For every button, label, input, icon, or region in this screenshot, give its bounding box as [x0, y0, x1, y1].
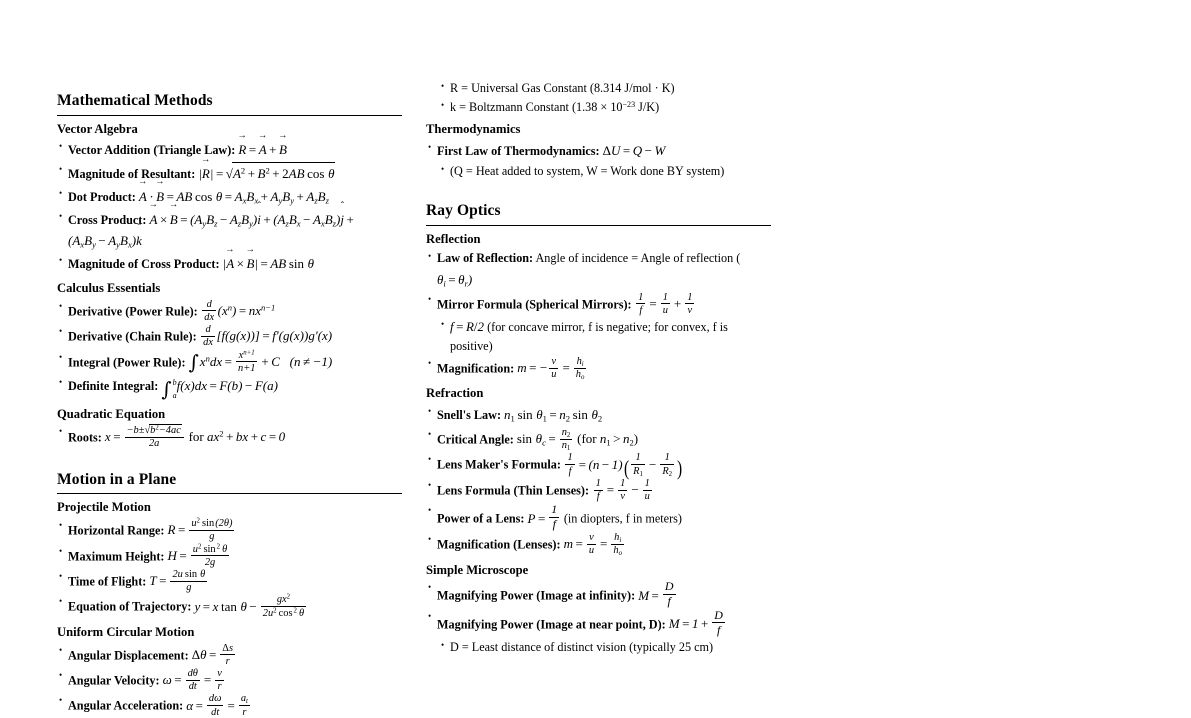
item-label: Magnification (Lenses): [437, 537, 561, 552]
item-label: Dot Product: [68, 189, 136, 204]
list-item-first-law [426, 139, 771, 161]
note-text: D = Least distance of distinct vision (typically 25 cm) [450, 639, 714, 654]
list-item-magnifying-power-near-point [426, 608, 771, 636]
list-item-angular-acceleration [57, 693, 402, 718]
list-item-magnitude-of-resultant [57, 162, 402, 185]
subsection-heading-uniform-circular-motion: Uniform Circular Motion [57, 624, 195, 639]
subsection-heading-refraction: Refraction [426, 386, 484, 401]
right-column [426, 78, 771, 654]
list-item-lens-formula [426, 477, 771, 502]
power-note: (in diopters, f in meters) [560, 511, 682, 526]
formula-integral-power-rule: $\int x^ndx$ = $\frac{x^{n+1}}{n+1}$ + C (n ≠ −1) [188, 349, 333, 374]
two-column-layout [57, 78, 1137, 718]
list-reflection [426, 249, 771, 317]
section-heading-ray-optics: Ray Optics [426, 202, 771, 226]
item-label: Magnifying Power (Image at near point, D): [437, 617, 666, 632]
list-item-magnification-lenses [426, 532, 771, 557]
list-item-focal-length-note [439, 317, 771, 355]
item-label: Roots: [68, 430, 102, 445]
item-label: Angular Acceleration: [68, 698, 184, 713]
item-label: Law of Reflection: [437, 251, 534, 266]
item-plain-text: Angle of incidence = Angle of reflection ( [535, 251, 741, 266]
list-thermodynamics-notes [439, 162, 771, 181]
item-label: Magnitude of Cross Product: [68, 257, 220, 272]
list-item-power-of-lens [426, 503, 771, 531]
list-item-magnifying-power-infinity [426, 580, 771, 608]
formula-critical-angle: $\sin \theta_c$ = $\frac{n_2}{n_1}$ (for $n_1 > n_2$) [516, 426, 639, 452]
list-item-law-of-reflection [426, 249, 771, 291]
item-label: First Law of Thermodynamics: [437, 143, 600, 158]
item-label: Horizontal Range: [68, 523, 165, 538]
list-item-mirror-formula [426, 291, 771, 316]
formula-quadratic-roots: x = $\frac{-b\pm√b^2-4ac}{2a}$ for $ax^2$ + bx + c = 0 [104, 424, 286, 450]
list-item-derivative-power-rule [57, 298, 402, 323]
formula-magnification-mirror: m = − $\frac{v}{u}$ = $\frac{h_i}{h_o}$ [517, 355, 585, 382]
list-vector-algebra [57, 139, 402, 275]
list-refraction [426, 404, 771, 557]
item-label: Critical Angle: [437, 432, 514, 447]
list-item-equation-of-trajectory [57, 594, 402, 619]
list-constants-continued [439, 78, 771, 116]
list-item-magnification-mirror [426, 355, 771, 380]
list-thermodynamics [426, 139, 771, 161]
list-quadratic-equation [57, 424, 402, 450]
item-label: Definite Integral: [68, 379, 159, 394]
note-text: (Q = Heat added to system, W = Work done BY system) [450, 164, 725, 179]
formula-lens-makers: $\frac{1}{f}$ = (n − 1)( $\frac{1}{R_1}$ − $\frac{1}{R_2}$ ) [567, 452, 682, 480]
formula-magnitude-of-resultant: |R →| = $√A^2 + B^2 + 2AB$ cos θ [198, 166, 335, 181]
subsection-heading-projectile-motion: Projectile Motion [57, 500, 151, 515]
subsection-heading-reflection: Reflection [426, 231, 481, 246]
item-label: Magnitude of Resultant: [68, 167, 196, 182]
list-item-universal-gas-constant [439, 78, 771, 97]
formula-angular-acceleration: α = $\frac{d\omega}{dt}$ = $\frac{a_t}{r}$ [186, 693, 248, 718]
item-label: Lens Formula (Thin Lenses): [437, 483, 590, 498]
formula-horizontal-range: R = $\frac{u^2 \sin(2\theta)}{g}$ [167, 517, 233, 543]
formula-definite-integral: ∫ b a f(x)dx = F(b) − F(a) [161, 378, 278, 401]
subsection-heading-calculus-essentials: Calculus Essentials [57, 281, 161, 296]
list-item-dot-product [57, 185, 402, 207]
list-item-least-distance-note [439, 637, 771, 656]
subsection-heading-thermodynamics: Thermodynamics [426, 122, 521, 137]
formula-maximum-height: H = $\frac{u^2 \sin^2 \theta}{2g}$ [167, 543, 228, 568]
constant-text-boltzmann: k = Boltzmann Constant ($1.38 \times 10^{-23}$ J/K) [450, 99, 660, 114]
list-item-derivative-chain-rule [57, 324, 402, 349]
list-item-roots [57, 424, 402, 450]
list-item-vector-addition [57, 139, 402, 161]
note-text: (for concave mirror, f is negative; for convex, f is positive) [450, 320, 728, 353]
list-reflection-notes [439, 317, 771, 355]
formula-lens: $\frac{1}{f}$ = $\frac{1}{v}$ − $\frac{1}{u}$ [595, 477, 650, 502]
constant-text-gas: R = Universal Gas Constant (8.314 J/mol · K) [450, 80, 675, 95]
item-label: Snell's Law: [437, 408, 501, 423]
item-label: Equation of Trajectory: [68, 599, 192, 614]
formula-angular-velocity: ω = $\frac{d\theta}{dt}$ = $\frac{v}{r}$ [162, 668, 222, 693]
item-label: Derivative (Power Rule): [68, 303, 198, 318]
formula-magnifying-power-infinity: M = $\frac{D}{f}$ [638, 579, 674, 609]
item-label: Angular Displacement: [68, 647, 189, 662]
item-label: Time of Flight: [68, 574, 147, 589]
formula-cross-product: A → × B → = $(A_yB_z - A_zB_y)i$ ˆ + $(A_zB_x - A_xB_z)j$ ˆ $+(A_xB_y - A_yB_x)k$ ˆ [68, 212, 356, 249]
formula-time-of-flight: T = $\frac{\text{2u sin θ}}{g}$ [149, 569, 206, 594]
item-label: Magnification: [437, 361, 515, 376]
section-heading-motion-in-a-plane: Motion in a Plane [57, 471, 402, 495]
item-label: Mirror Formula (Spherical Mirrors): [437, 296, 632, 311]
formula-snells-law: $n_1$ $\sin \theta_1 = n_2$ $\sin \theta_2$ [504, 407, 603, 424]
formula-law-of-reflection: $\theta_i = \theta_r$) [437, 271, 473, 289]
formula-derivative-power-rule: $\frac{d}{dx}$ $(x^n) = nx^{n-1}$ [204, 298, 276, 323]
list-item-critical-angle [426, 426, 771, 451]
list-item-definite-integral [57, 375, 402, 401]
list-uniform-circular-motion [57, 642, 402, 718]
list-reflection-magnification [426, 355, 771, 380]
formula-first-law: ΔU = Q − W [602, 142, 666, 158]
formula-magnifying-power-near-point: M = 1 + $\frac{D}{f}$ [668, 607, 723, 637]
left-column [57, 78, 402, 718]
list-calculus-essentials [57, 298, 402, 400]
subsection-heading-quadratic-equation: Quadratic Equation [57, 406, 166, 421]
item-label: Vector Addition (Triangle Law): [68, 143, 236, 158]
formula-vector-addition: R → = A → + B → [238, 142, 287, 157]
formula-dot-product: A → · B → = AB $\cos \theta = A_xB_x + A_yB_y + A_zB_z$ [139, 189, 329, 204]
list-projectile-motion [57, 518, 402, 619]
item-label: Maximum Height: [68, 548, 165, 563]
list-item-time-of-flight [57, 569, 402, 594]
list-item-integral-power-rule [57, 349, 402, 374]
list-simple-microscope [426, 580, 771, 637]
item-label: Angular Velocity: [68, 673, 160, 688]
list-item-magnitude-of-cross-product [57, 253, 402, 275]
subsection-heading-simple-microscope: Simple Microscope [426, 562, 529, 577]
list-item-horizontal-range [57, 518, 402, 543]
list-microscope-notes [439, 637, 771, 656]
list-item-thermo-note [439, 162, 771, 181]
formula-magnitude-of-cross-product: |A → × B →| = AB sin θ [223, 256, 314, 271]
section-heading-mathematical-methods: Mathematical Methods [57, 92, 402, 116]
list-item-maximum-height [57, 543, 402, 568]
formula-derivative-chain-rule: $\frac{d}{dx}$ [f(g(x))] = f′(g(x))g′(x) [203, 324, 333, 349]
list-item-angular-displacement [57, 642, 402, 667]
formula-mirror: $\frac{1}{f}$ = $\frac{1}{u}$ + $\frac{1}{v}$ [638, 291, 693, 316]
item-label: Cross Product: [68, 212, 147, 227]
list-item-angular-velocity [57, 668, 402, 693]
formula-power-of-lens: P = $\frac{1}{f}$ [527, 502, 558, 532]
list-item-boltzmann-constant [439, 97, 771, 116]
list-item-snells-law [426, 404, 771, 426]
item-label: Derivative (Chain Rule): [68, 329, 197, 344]
subsection-heading-vector-algebra: Vector Algebra [57, 121, 138, 136]
item-label: Lens Maker's Formula: [437, 457, 561, 472]
item-label: Power of a Lens: [437, 511, 525, 526]
formula-focal-length: f = R/2 [450, 319, 485, 335]
formula-magnification-lenses: m = $\frac{v}{u}$ = $\frac{h_i}{h_o}$ [563, 532, 623, 558]
item-label: Magnifying Power (Image at infinity): [437, 588, 636, 603]
item-label: Integral (Power Rule): [68, 354, 186, 369]
formula-angular-displacement: Δθ = $\frac{\Delta s}{r}$ [191, 642, 234, 667]
list-item-lens-makers-formula [426, 452, 771, 480]
formula-equation-of-trajectory: y = x tan θ − $\frac{gx^2}{2u^2 \cos^2 \theta}$ [194, 594, 305, 619]
